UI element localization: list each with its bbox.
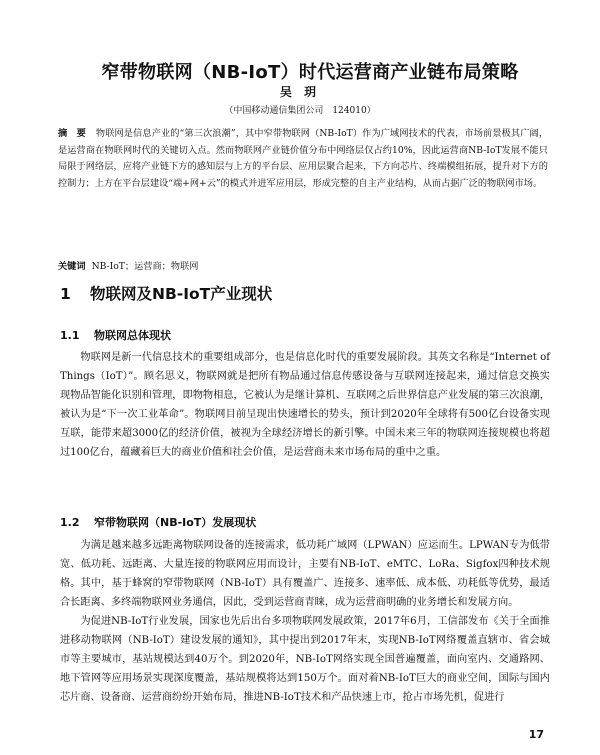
abstract — [58, 126, 548, 192]
section-heading — [60, 282, 272, 304]
page-number: 17 — [528, 728, 544, 741]
body-paragraph: 物联网是新一代信息技术的重要组成部分，也是信息化时代的重要发展阶段。其英文名称是“Internet of Things（IoT）”。顾名思义，物联网就是把所有物品通过信息传感设备与互联网连接起来，通过信息交换实现物品智能化识别和管理，即物物相息，它被认为是继计算机、互联网之后世界信息产业发展的第三次浪潮，被认为是“下一次工业革命”。物联网目前呈现出快速增长的势头，预计到2020年全球将有500亿台设备实现互联，能带来超3000亿的经济价值，被视为全球经济增长的新引擎。中国未来三年的物联网连接规模也将超过100亿台，蕴藏着巨大的商业价值和社会价值，是运营商未来市场布局的重中之重。 — [60, 352, 550, 458]
keywords-text: NB-IoT；运营商；物联网 — [91, 261, 199, 272]
subsection-title: 物联网总体现状 — [94, 329, 171, 342]
paper-title: 窄带物联网（NB-IoT）时代运营商产业链布局策略 — [101, 62, 519, 83]
subsection-heading — [60, 327, 171, 343]
subsection-number: 1.1 — [60, 329, 80, 342]
section-title: 物联网及NB-IoT产业现状 — [90, 285, 273, 303]
author-affiliation: （中国移动通信集团公司 124010） — [224, 106, 376, 116]
subsection-heading — [60, 514, 256, 530]
section-number: 1 — [60, 285, 71, 303]
subsection-number: 1.2 — [60, 516, 80, 529]
keywords — [58, 259, 548, 275]
abstract-label: 摘 要 — [58, 128, 86, 139]
body-paragraph: 为促进NB-IoT行业发展，国家也先后出台多项物联网发展政策，2017年6月，工信部发布《关于全面推进移动物联网（NB-IoT）建设发展的通知》，其中提出到2017年末，实现NB-IoT网络覆盖直辖市、省会城市等主要城市，基站规模达到40万个。到2020年，NB-IoT网络实现全国普遍覆盖，面向室内、交通路网、地下管网等应用场景实现深度覆盖，基站规模将达到150万个。面对着NB-IoT巨大的商业空间，国际与国内芯片商、设备商、运营商纷纷开始布局，推进NB-IoT技术和产品快速上市，抢占市场先机，促进行 — [60, 616, 550, 703]
subsection-body — [60, 536, 550, 707]
keywords-label: 关键词 — [58, 261, 86, 272]
abstract-text: 物联网是信息产业的“第三次浪潮”，其中窄带物联网（NB-IoT）作为广域网技术的代表，市场前景极其广阔，是运营商在物联网时代的关键切入点。然而物联网产业链价值分布中网络层仅占约10%，因此运营商NB-IoT发展不能只局限于网络层，应将产业链下方的感知层与上方的平台层、应用层聚合起来，下方向芯片、终端模组拓展，提升对下方的控制力；上方在平台层建设“端+网+云”的模式并进军应用层，形成完整的自主产业结构，从而占据广泛的物联网市场。 — [58, 128, 549, 189]
author-name: 吴 玥 — [279, 85, 321, 99]
subsection-title: 窄带物联网（NB-IoT）发展现状 — [94, 516, 257, 529]
body-paragraph: 为满足越来越多远距离物联网设备的连接需求，低功耗广域网（LPWAN）应运而生。LPWAN专为低带宽、低功耗、远距离、大量连接的物联网应用而设计，主要有NB-IoT、eMTC、LoRa、Sigfox四种技术规格。其中，基于蜂窝的窄带物联网（NB-IoT）具有覆盖广、连接多、速率低、成本低、功耗低等优势，最适合长距离、多终端物联网业务通信，因此，受到运营商青睐，成为运营商明确的业务增长和发展方向。 — [60, 540, 550, 608]
subsection-body — [60, 348, 550, 462]
